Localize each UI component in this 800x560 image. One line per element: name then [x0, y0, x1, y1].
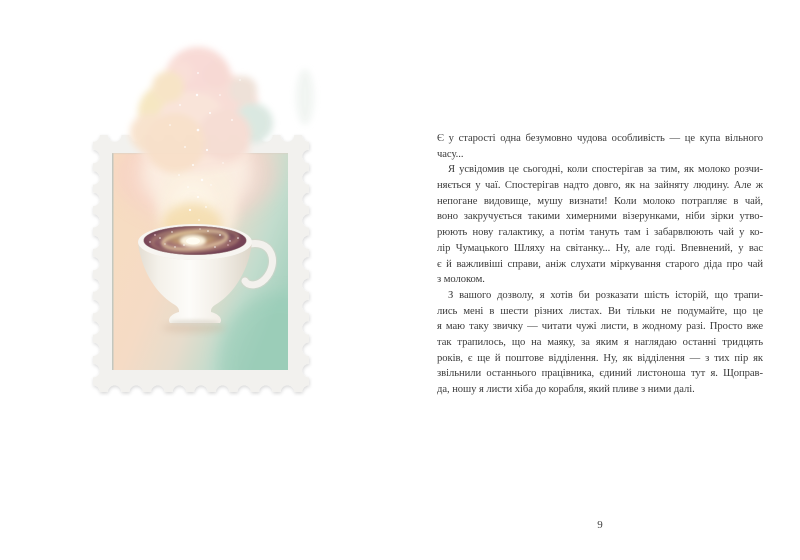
text-line: Є у старості одна безумовно чудова особливість — це купа вільного	[437, 133, 763, 144]
text-line: непогане видовище, мушу визнати! Коли молоко потрапляє в чай,	[437, 195, 763, 207]
page-number: 9	[597, 519, 603, 531]
text-line: няється у чаї. Спостерігав надто довго, як на зайняту людину. Але ж	[437, 180, 763, 192]
text-line: З вашого дозволу, я хотів би розказати шість історій, що трапи-	[448, 289, 763, 301]
text-line: часу...	[437, 148, 464, 160]
right-page	[400, 0, 800, 560]
text-line: рюють нову галактику, а потім тануть там і забарвлюють чай у ко-	[437, 227, 763, 239]
text-line: є й важливіші справи, аніж слухати міркування старого діда про чай	[437, 258, 763, 270]
body-text	[437, 131, 763, 398]
text-line: да, ношу я листи хіба до корабля, який пливе з ними далі.	[437, 384, 695, 395]
text-line: Я усвідомив це сьогодні, коли спостерігав за тим, як молоко розчи-	[448, 164, 763, 176]
text-line: лись мені в шести різних листах. Ви тільки не подумайте, що це	[437, 305, 763, 317]
cup-foot-edge	[170, 320, 220, 326]
text-line: я маю таку звичку — читати чужі листи, в жодному разі. Просто вже	[437, 321, 763, 333]
text-line: років, є ще й поштове відділення. Ну, як відділення — з тих пір як	[437, 352, 763, 364]
paragraph	[437, 288, 763, 398]
text-line: з молоком.	[437, 274, 485, 286]
text-line: так трапилось, що на маяку, за яким я наглядаю останні тридцять	[437, 336, 763, 348]
text-line: звільнили останнього працівника, єдиний листоноша тут я. Щоправ-	[437, 368, 763, 380]
text-line: воно закручується такими химерними візерунками, ніби зірки утво-	[437, 211, 763, 223]
postage-stamp-illustration	[80, 35, 330, 400]
paragraph	[437, 131, 763, 162]
paragraph	[437, 162, 763, 288]
text-line: лір Чумацького Шляху на світанку... Ну, але годі. Впевнений, у вас	[437, 242, 763, 254]
